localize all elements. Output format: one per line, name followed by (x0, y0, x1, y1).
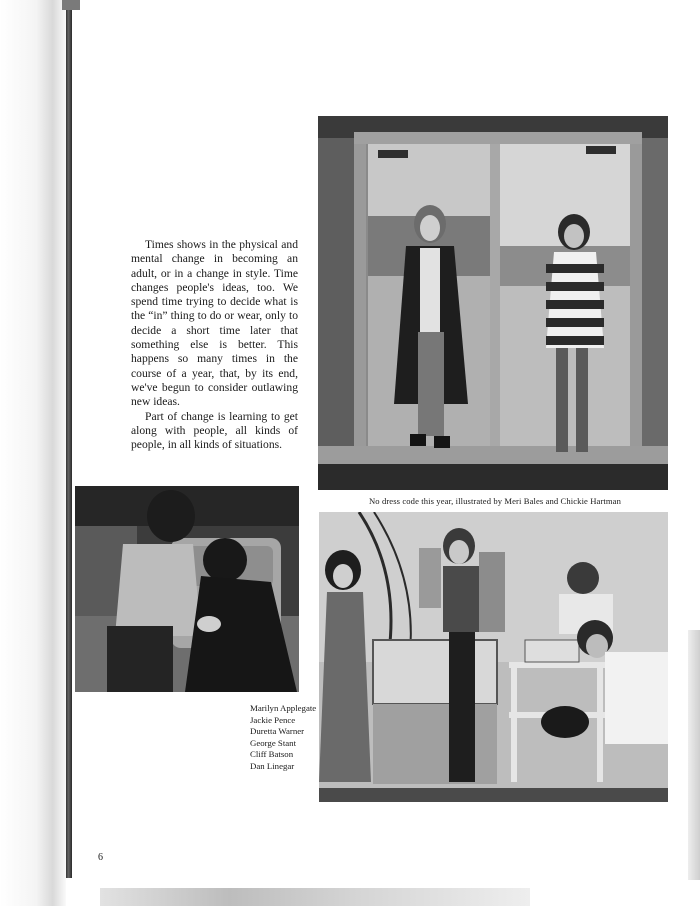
photo-equipment (319, 512, 668, 802)
body-text (131, 238, 298, 452)
name-list-item: Dan Linegar (250, 760, 295, 771)
scan-edge-right (688, 630, 700, 880)
page-binding-edge (66, 10, 72, 878)
scan-margin-left (0, 0, 66, 906)
photo-doorway (318, 116, 668, 490)
name-list-item: Marilyn Applegate (250, 703, 317, 713)
page-number: 6 (98, 852, 103, 863)
scan-edge-bottom (100, 888, 530, 906)
caption-doorway-photo: No dress code this year, illustrated by Meri Bales and Chickie Hartman (369, 496, 621, 506)
name-list-item: Duretta Warner (250, 726, 305, 737)
name-list-item: Jackie Pence (250, 714, 296, 725)
name-list-item: George Stant (250, 737, 297, 748)
body-paragraph-2: Part of change is learning to get along with people, all kinds of people, in all kinds of situations. (131, 409, 298, 452)
name-list-item: Cliff Batson (250, 749, 294, 760)
name-list (250, 703, 370, 773)
scan-corner (62, 0, 80, 10)
photo-chair (75, 486, 299, 692)
body-paragraph-1: Times shows in the physical and mental change in becoming an adult, or in a change in style. Time changes people's ideas, too. We spend time trying to decide what is the “in” thing to do or wear, only to decide a short time later that something else is better. This happens so many times in the course of a year, that, by its end, we've begun to consider outlawing new ideas. (131, 238, 298, 409)
